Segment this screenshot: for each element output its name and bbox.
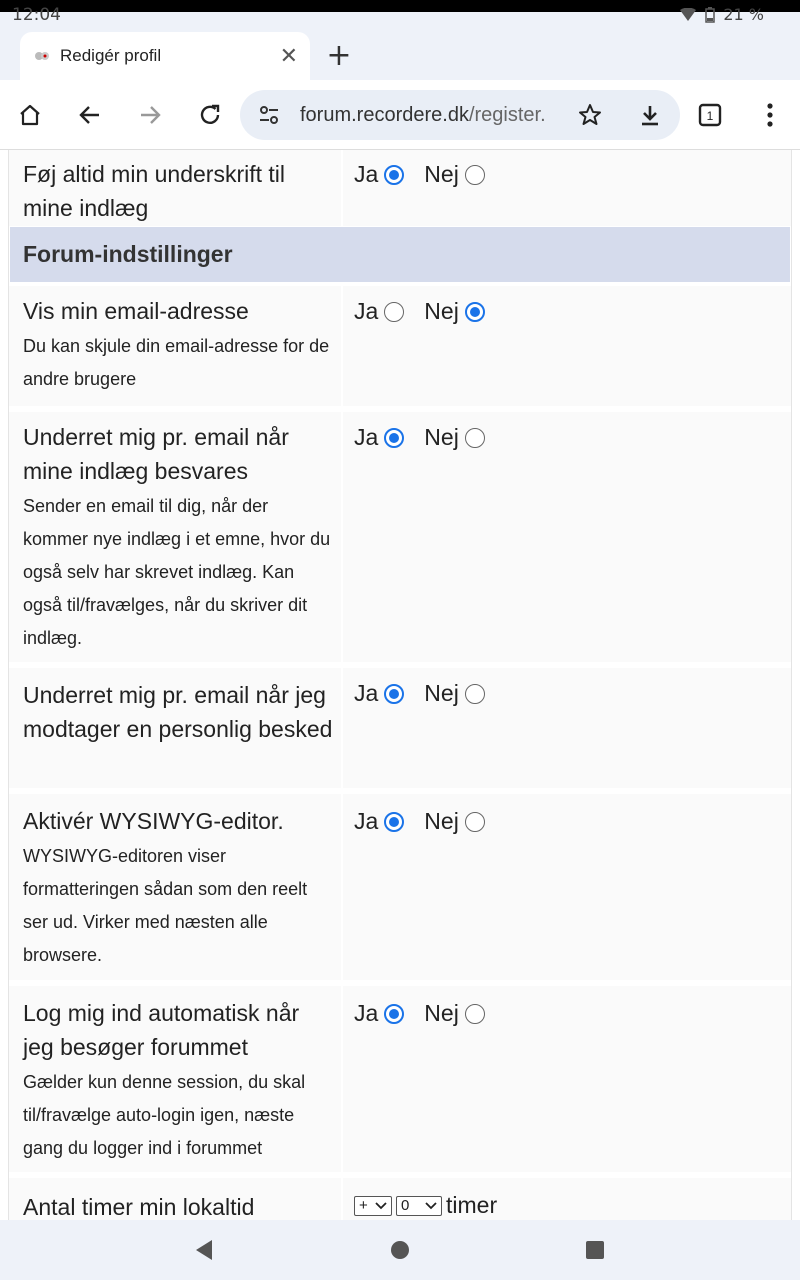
setting-row-wysiwyg: [9, 794, 791, 980]
url-host: forum.recordere.dk: [300, 104, 469, 126]
address-bar[interactable]: [240, 90, 680, 140]
timezone-hours-select[interactable]: [396, 1196, 442, 1216]
timezone-unit-label: timer: [446, 1192, 498, 1218]
nav-back-icon[interactable]: [192, 1238, 216, 1262]
column-divider: [341, 1178, 343, 1220]
setting-label-text: Aktivér WYSIWYG-editor.: [23, 808, 284, 834]
radio-ja[interactable]: [384, 302, 404, 322]
browser-toolbar: [0, 80, 800, 150]
radio-ja[interactable]: [384, 684, 404, 704]
radio-label-nej: Nej: [424, 1000, 459, 1026]
setting-label: [23, 294, 335, 396]
status-time: 12:04: [12, 5, 61, 25]
site-favicon-icon: [32, 46, 52, 66]
nav-home-icon[interactable]: [388, 1238, 412, 1262]
setting-label: [23, 804, 335, 972]
setting-description: Sender en email til dig, når der kommer nye indlæg i et emne, hvor du også selv har skrevet indlæg. Kan også til/fravælges, når du skriver dit indlæg.: [23, 496, 331, 648]
radio-ja[interactable]: [384, 165, 404, 185]
tab-strip: [0, 28, 800, 80]
column-divider: [341, 150, 343, 226]
reload-icon[interactable]: [192, 97, 228, 133]
setting-label-text: Underret mig pr. email når jeg modtager en personlig besked: [23, 682, 333, 742]
download-icon[interactable]: [638, 103, 662, 132]
setting-label: [23, 1190, 335, 1220]
back-icon[interactable]: [72, 97, 108, 133]
radio-nej[interactable]: [465, 1004, 485, 1024]
setting-row-timezone: [9, 1178, 791, 1220]
setting-label-text: Antal timer min lokaltid: [23, 1194, 255, 1220]
column-divider: [341, 986, 343, 1172]
setting-row-notify-reply: [9, 412, 791, 662]
radio-label-nej: Nej: [424, 808, 459, 834]
chevron-down-icon: [425, 1197, 437, 1214]
radio-nej[interactable]: [465, 812, 485, 832]
tab-title: Redigér profil: [60, 46, 162, 65]
radio-nej[interactable]: [465, 302, 485, 322]
radio-label-ja: Ja: [354, 298, 379, 324]
battery-percent: 21 %: [723, 5, 764, 24]
setting-label-text: Vis min email-adresse: [23, 298, 249, 324]
radio-label-ja: Ja: [354, 161, 379, 187]
tab-close-icon[interactable]: ✕: [279, 43, 298, 68]
nav-recents-icon[interactable]: [583, 1238, 607, 1262]
radio-label-ja: Ja: [354, 680, 379, 706]
setting-row-notify-pm: [9, 668, 791, 788]
radio-label-ja: Ja: [354, 808, 379, 834]
radio-nej[interactable]: [465, 684, 485, 704]
timezone-controls: [354, 1192, 497, 1219]
setting-description: Du kan skjule din email-adresse for de andre brugere: [23, 336, 330, 389]
bookmark-star-icon[interactable]: [578, 103, 602, 132]
chevron-down-icon: [375, 1197, 387, 1214]
setting-label-text: Underret mig pr. email når mine indlæg besvares: [23, 424, 289, 484]
wifi-icon: [679, 8, 697, 22]
section-title: Forum-indstillinger: [23, 241, 233, 267]
tab-active[interactable]: [20, 32, 310, 80]
column-divider: [341, 668, 343, 788]
battery-icon: [705, 7, 715, 23]
url-path: /register.: [468, 104, 546, 126]
radio-group: [354, 424, 485, 451]
setting-row-show-email: [9, 286, 791, 406]
menu-icon[interactable]: [752, 97, 788, 133]
radio-label-nej: Nej: [424, 298, 459, 324]
url-text[interactable]: [300, 104, 555, 127]
radio-label-nej: Nej: [424, 680, 459, 706]
radio-label-nej: Nej: [424, 161, 459, 187]
site-settings-icon[interactable]: [258, 104, 280, 131]
setting-label-text: Log mig ind automatisk når jeg besøger forummet: [23, 1000, 300, 1060]
radio-label-nej: Nej: [424, 424, 459, 450]
section-header: [10, 227, 790, 282]
radio-label-ja: Ja: [354, 424, 379, 450]
column-divider: [341, 286, 343, 406]
hours-value: 0: [401, 1197, 410, 1214]
svg-text:1: 1: [706, 109, 714, 123]
sign-value: +: [359, 1197, 368, 1214]
radio-ja[interactable]: [384, 428, 404, 448]
home-icon[interactable]: [12, 97, 48, 133]
setting-label: [23, 157, 335, 225]
page-content: [8, 150, 792, 1220]
status-bar: [0, 0, 800, 28]
setting-label: [23, 420, 335, 655]
radio-group: [354, 680, 485, 707]
timezone-sign-select[interactable]: [354, 1196, 392, 1216]
setting-label: [23, 996, 335, 1165]
radio-ja[interactable]: [384, 812, 404, 832]
forward-icon[interactable]: [132, 97, 168, 133]
radio-group: [354, 298, 485, 325]
tab-switcher-icon[interactable]: [692, 97, 728, 133]
status-icons: [679, 5, 764, 24]
column-divider: [341, 412, 343, 662]
setting-row-signature: [9, 150, 791, 226]
setting-description: WYSIWYG-editoren viser formatteringen sådan som den reelt ser ud. Virker med næsten alle browsere.: [23, 846, 308, 965]
setting-label-text: Føj altid min underskrift til mine indlæg: [23, 161, 286, 221]
radio-group: [354, 1000, 485, 1027]
radio-group: [354, 808, 485, 835]
radio-label-ja: Ja: [354, 1000, 379, 1026]
setting-label: [23, 678, 335, 746]
setting-row-autologin: [9, 986, 791, 1172]
system-nav-bar: [0, 1220, 800, 1280]
setting-description: Gælder kun denne session, du skal til/fravælge auto-login igen, næste gang du logger ind i forummet: [23, 1072, 306, 1158]
radio-group: [354, 161, 485, 188]
radio-ja[interactable]: [384, 1004, 404, 1024]
new-tab-button[interactable]: +: [326, 37, 352, 73]
radio-nej[interactable]: [465, 428, 485, 448]
column-divider: [341, 794, 343, 980]
radio-nej[interactable]: [465, 165, 485, 185]
